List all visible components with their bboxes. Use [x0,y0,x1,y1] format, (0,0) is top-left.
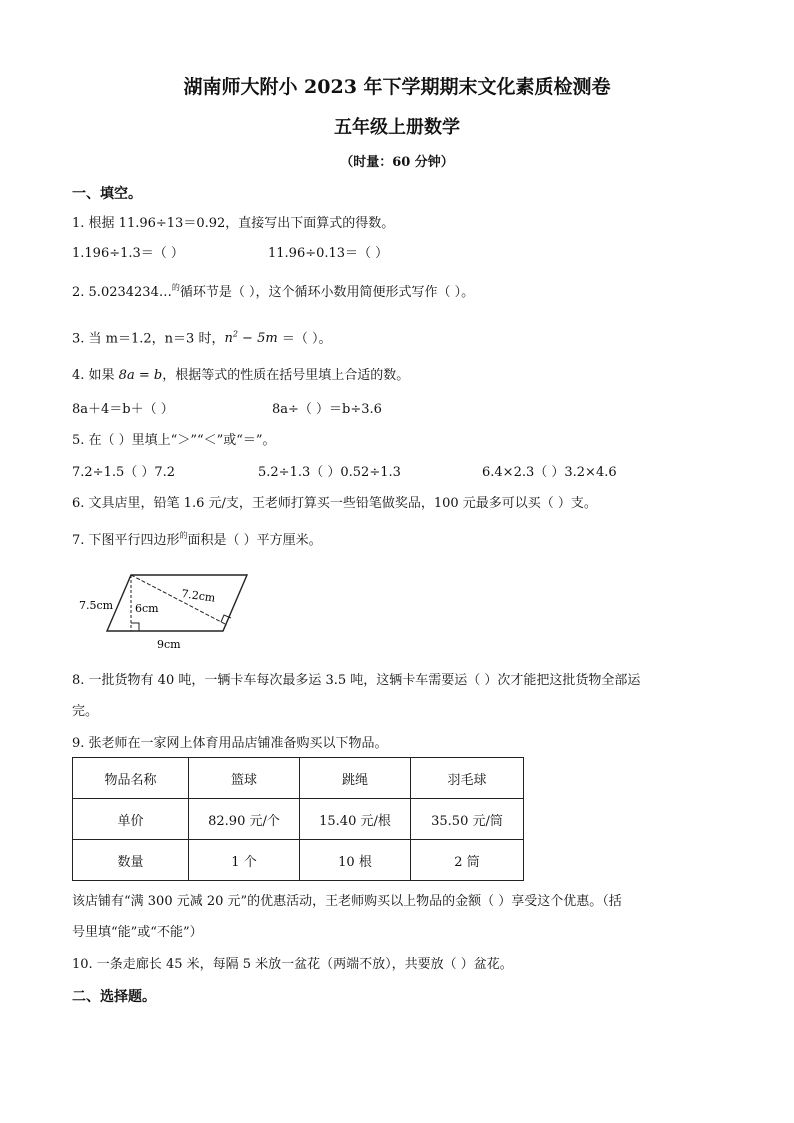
diag-height-label: 7.2cm [180,587,217,605]
time-limit: （时量：60 分钟） [340,155,454,170]
question-2-pre: 2. 5.0234234… [72,285,172,300]
table-cell: 羽毛球 [411,758,524,799]
table-cell: 1 个 [189,840,300,881]
question-1: 1. 根据 11.96÷13＝0.92，直接写出下面算式的得数。 [72,216,395,231]
table-cell: 10 根 [300,840,411,881]
question-4-post: ，根据等式的性质在括号里填上合适的数。 [162,368,410,383]
question-3-n: n [224,331,233,347]
question-2-sup: 的 [171,283,180,292]
table-cell: 跳绳 [300,758,411,799]
side-label: 7.5cm [79,599,114,612]
question-7-pre: 7. 下图平行四边形 [72,533,180,548]
question-3-pre: 3. 当 m＝1.2，n＝3 时， [72,331,225,347]
parallelogram-shape [107,575,247,631]
question-7-sup: 的 [179,531,188,540]
question-3-expression [224,331,277,346]
question-9: 9. 张老师在一家网上体育用品店铺准备购买以下物品。 [72,736,388,751]
table-cell: 35.50 元/筒 [411,799,524,840]
question-2 [72,285,474,302]
question-4a: 8a＋4＝b＋（ ） [72,402,174,417]
question-8-line1: 8. 一批货物有 40 吨，一辆卡车每次最多运 3.5 吨，这辆卡车需要运（ ）次才能把这批货物全部运 [72,673,641,688]
table-row [73,799,524,840]
question-3-rest: − 5m [237,331,278,347]
table-row [73,840,524,881]
question-4-expression: 8a = b [118,368,163,383]
question-10: 10. 一条走廊长 45 米，每隔 5 米放一盆花（两端不放），共要放（ ）盆花。 [72,957,513,972]
question-7 [72,533,322,550]
document-title: 湖南师大附小 2023 年下学期期末文化素质检测卷 [183,76,611,98]
table-cell: 82.90 元/个 [189,799,300,840]
question-1a: 1.196÷1.3＝（ ） [72,246,184,261]
right-angle-mark-bottom [131,623,139,631]
question-9-line2: 号里填“能”或“不能”） [72,925,203,940]
question-3-exp: 2 [232,330,238,339]
question-7-post: 面积是（ ）平方厘米。 [187,533,322,548]
parallelogram-figure [75,565,255,657]
table-row [73,758,524,799]
document-subtitle: 五年级上册数学 [334,117,460,138]
table-cell: 2 筒 [411,840,524,881]
question-5c: 6.4×2.3（ ）3.2×4.6 [482,465,617,480]
base-label: 9cm [157,638,181,651]
table-cell: 数量 [73,840,189,881]
question-8-line2: 完。 [72,704,99,719]
question-5: 5. 在（ ）里填上“＞”“＜”或“＝”。 [72,433,276,448]
question-4b: 8a÷（ ）＝b÷3.6 [272,402,382,417]
question-6: 6. 文具店里，铅笔 1.6 元/支，王老师打算买一些铅笔做奖品，100 元最多可以买（ ）支。 [72,496,597,511]
question-3 [72,327,331,347]
table-cell: 物品名称 [73,758,189,799]
question-4 [72,368,409,384]
question-4-pre: 4. 如果 [72,368,119,383]
table-cell: 单价 [73,799,189,840]
table-cell: 篮球 [189,758,300,799]
section-1-heading: 一、填空。 [72,186,142,202]
question-5b: 5.2÷1.3（ ）0.52÷1.3 [258,465,401,480]
items-table [72,757,524,881]
question-9-line1: 该店铺有“满 300 元减 20 元”的优惠活动，王老师购买以上物品的金额（ ）享受这个优惠。（括 [72,894,622,909]
section-2-heading: 二、选择题。 [72,989,156,1005]
question-3-post: ＝（ ）。 [277,331,332,347]
question-2-post: 循环节是（ ），这个循环小数用简便形式写作（ ）。 [179,285,475,300]
table-cell: 15.40 元/根 [300,799,411,840]
question-1b: 11.96÷0.13＝（ ） [268,246,389,261]
height-label: 6cm [135,602,159,615]
question-5a: 7.2÷1.5（ ）7.2 [72,465,176,480]
